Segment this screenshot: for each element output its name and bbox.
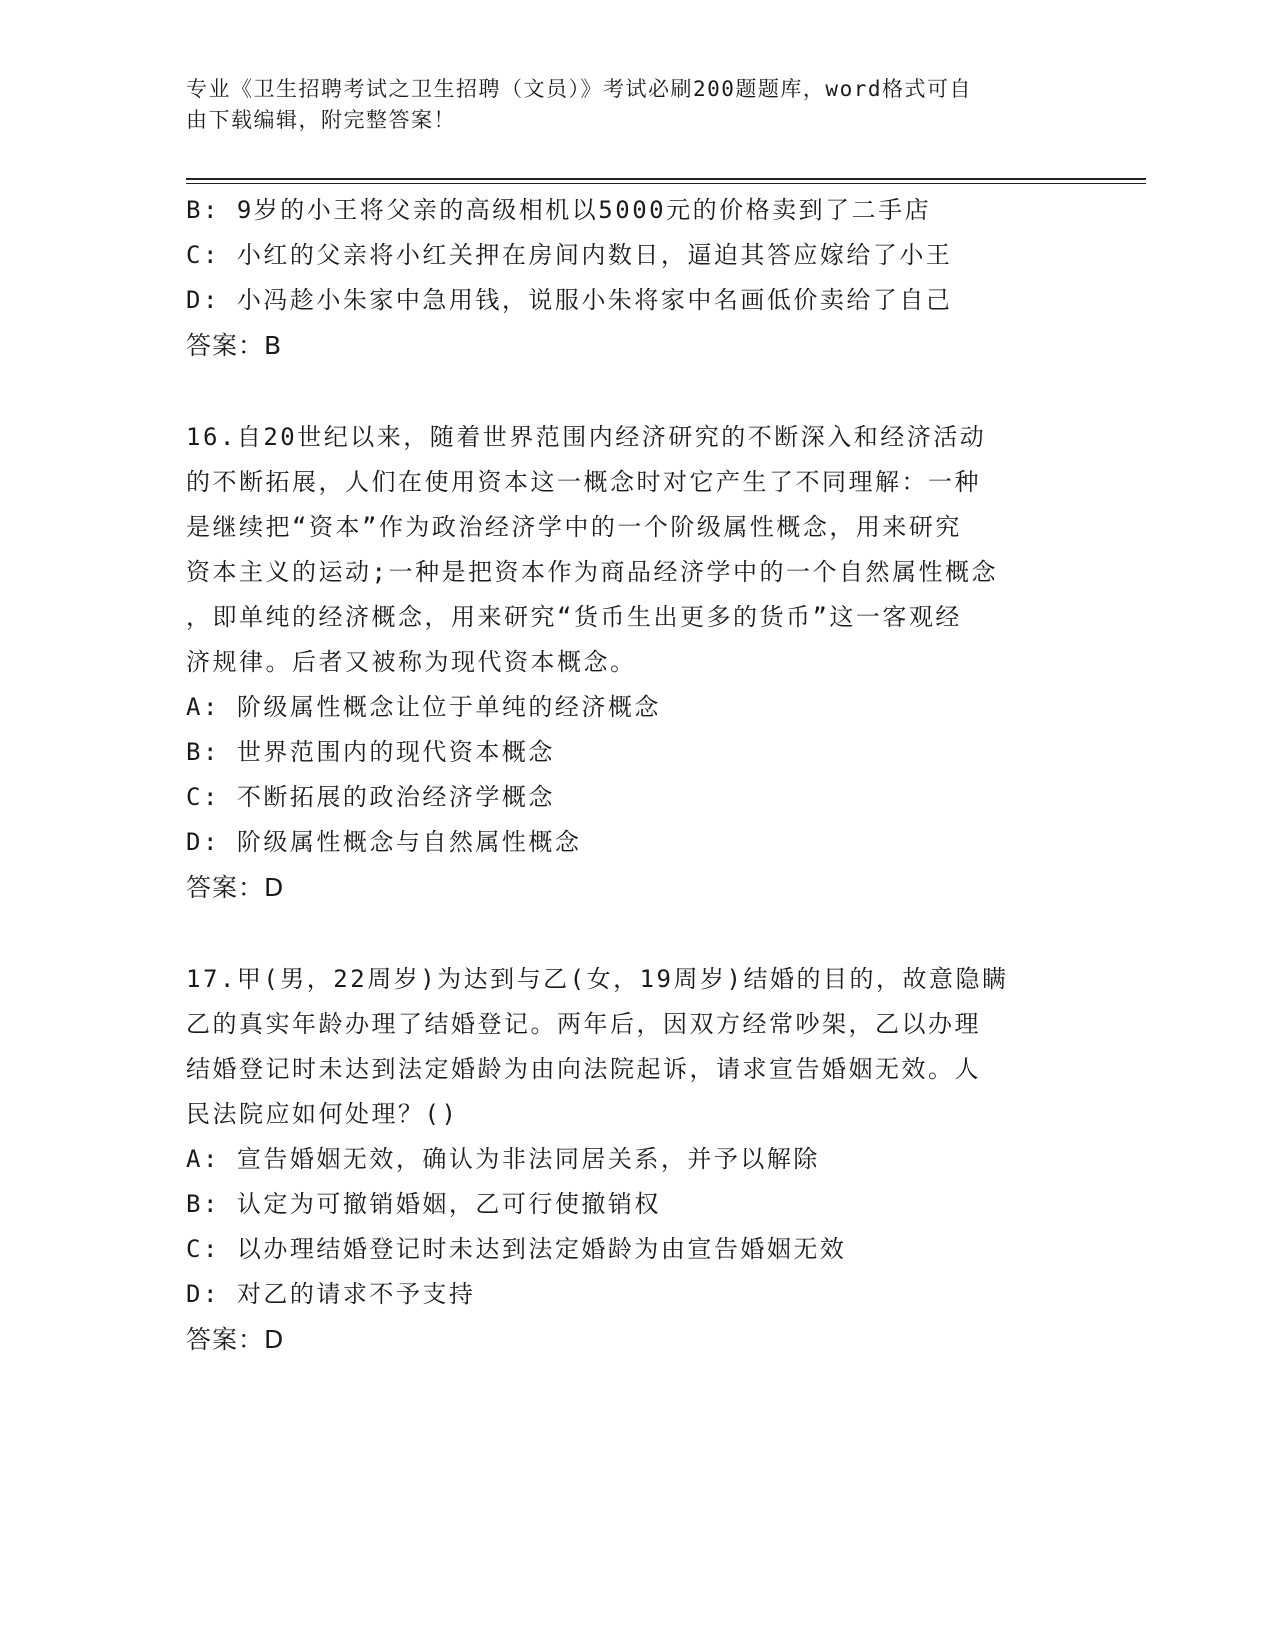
header-line-1: 专业《卫生招聘考试之卫生招聘（文员）》考试必刷200题题库，word格式可自: [186, 77, 972, 101]
option-a: A: 宣告婚姻无效，确认为非法同居关系，并予以解除: [186, 1145, 820, 1173]
question-17: [186, 957, 1086, 1362]
option-b: B: 9岁的小王将父亲的高级相机以5000元的价格卖到了二手店: [186, 196, 932, 224]
option-a: A: 阶级属性概念让位于单纯的经济概念: [186, 693, 661, 721]
question-text-line: 民法院应如何处理？(): [186, 1100, 459, 1128]
question-text-line: 乙的真实年龄办理了结婚登记。两年后，因双方经常吵架，乙以办理: [186, 1010, 981, 1038]
question-text-line: 是继续把“资本”作为政治经济学中的一个阶级属性概念，用来研究: [186, 513, 962, 541]
option-b: B: 世界范围内的现代资本概念: [186, 738, 555, 766]
answer-label: 答案：D: [186, 873, 285, 902]
option-d: D: 阶级属性概念与自然属性概念: [186, 828, 582, 856]
option-d: D: 小冯趁小朱家中急用钱，说服小朱将家中名画低价卖给了自己: [186, 286, 953, 314]
spacer: [186, 368, 1086, 415]
question-text-line: 结婚登记时未达到法定婚龄为由向法院起诉，请求宣告婚姻无效。人: [186, 1055, 981, 1083]
option-b: B: 认定为可撤销婚姻，乙可行使撤销权: [186, 1190, 661, 1218]
question-text-line: 17.甲(男，22周岁)为达到与乙(女，19周岁)结婚的目的，故意隐瞒: [186, 965, 1009, 993]
header-line-2: 由下载编辑，附完整答案！: [186, 108, 456, 132]
option-c: C: 不断拓展的政治经济学概念: [186, 783, 555, 811]
question-text-line: 资本主义的运动;一种是把资本作为商品经济学中的一个自然属性概念: [186, 558, 998, 586]
answer-label: 答案：B: [186, 331, 283, 360]
question-text-line: 济规律。后者又被称为现代资本概念。: [186, 648, 637, 676]
answer-label: 答案：D: [186, 1325, 285, 1354]
option-c: C: 以办理结婚登记时未达到法定婚龄为由宣告婚姻无效: [186, 1235, 847, 1263]
spacer: [186, 910, 1086, 957]
question-text-line: 16.自20世纪以来，随着世界范围内经济研究的不断深入和经济活动: [186, 423, 987, 451]
option-c: C: 小红的父亲将小红关押在房间内数日，逼迫其答应嫁给了小王: [186, 241, 953, 269]
question-15-tail: [186, 188, 1086, 368]
option-d: D: 对乙的请求不予支持: [186, 1280, 476, 1308]
document-body: [186, 188, 1086, 1362]
header-rule-thick: [186, 178, 1146, 180]
question-text-line: 的不断拓展，人们在使用资本这一概念时对它产生了不同理解：一种: [186, 468, 981, 496]
question-text-line: ，即单纯的经济概念，用来研究“货币生出更多的货币”这一客观经: [186, 603, 962, 631]
header-rule-thin: [186, 183, 1146, 184]
document-header: [186, 74, 1066, 136]
question-16: [186, 415, 1086, 910]
